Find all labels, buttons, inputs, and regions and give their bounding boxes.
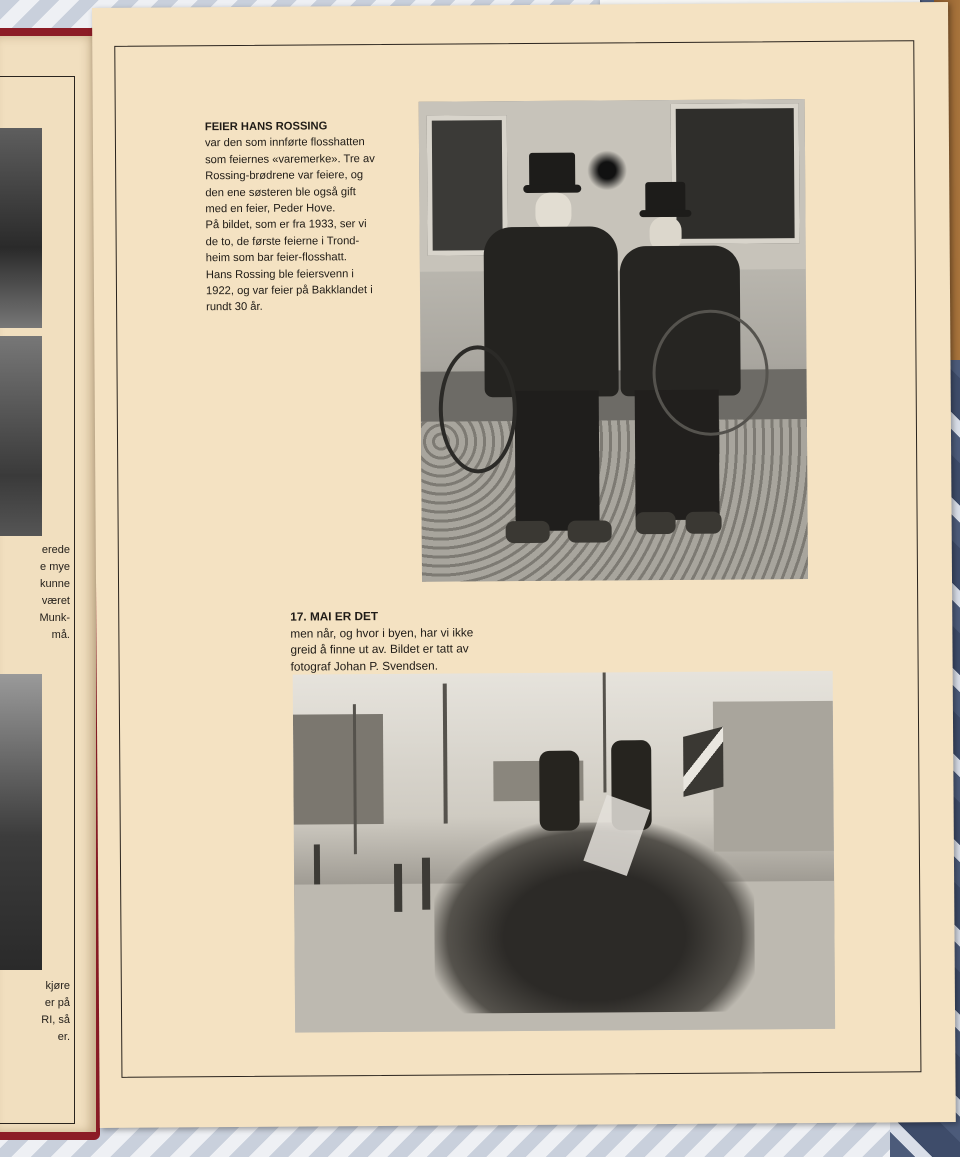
boot-right-1 [636,512,676,534]
caption-line: På bildet, som er fra 1933, ser vi [205,218,367,232]
caption-title: FEIER HANS ROSSING [204,120,328,134]
left-page [0,36,96,1132]
right-page [92,2,956,1128]
hat-brim-left [523,185,581,193]
caption-title: 17. MAI ER DET [290,609,379,624]
boot-left-2 [568,520,612,542]
fence-post-2 [422,858,430,910]
left-photo-top [0,128,42,328]
rope-coil-left [438,345,517,474]
caption-line: fotograf Johan P. Svendsen. [290,658,439,674]
tree-trunk-1 [443,684,448,824]
photo-17-mai-crowd [293,671,835,1033]
face-left [535,193,571,231]
rope-coil-right [652,309,769,436]
fence-post-1 [394,864,402,912]
fence-post-3 [314,844,320,884]
boot-left-1 [506,521,550,543]
norwegian-flag [683,727,723,797]
man-top-hat [539,751,580,831]
caption-line: rundt 30 år. [206,301,263,314]
caption-line: den ene søsteren ble også gift [205,185,356,199]
left-photo-middle [0,336,42,536]
left-page-text-bottom: kjøre er på RI, så er. [41,980,70,1043]
house-left [293,714,384,825]
caption-line: heim som bar feier-flosshatt. [205,251,347,265]
legs-left [515,390,600,531]
caption-line: men når, og hvor i byen, har vi ikke [290,624,474,641]
left-photo-bottom [0,674,42,970]
caption-17-mai [290,607,530,675]
caption-line: greid å finne ut av. Bildet er tatt av [290,641,469,657]
caption-line: Hans Rossing ble feiersvenn i [205,267,354,281]
tree-trunk-3 [603,672,607,792]
caption-line: de to, de første feierne i Trond- [205,234,360,249]
caption-line: 1922, og var feier på Bakklandet i [205,284,373,298]
left-page-text-top: erede e mye kunne været Munk- må. [39,544,70,641]
photo-chimney-sweeps [419,99,808,582]
window-right [671,103,800,244]
caption-chimney-sweep [205,118,416,316]
caption-line: Rossing-brødrene var feiere, og [205,169,364,183]
top-hat-left [529,153,575,189]
caption-line: med en feier, Peder Hove. [205,202,336,216]
caption-line: var den som innførte flosshatten [204,136,365,150]
caption-line: som feiernes «varemerke». Tre av [205,152,375,167]
chimney-brush [587,150,627,190]
boot-right-2 [686,512,722,534]
